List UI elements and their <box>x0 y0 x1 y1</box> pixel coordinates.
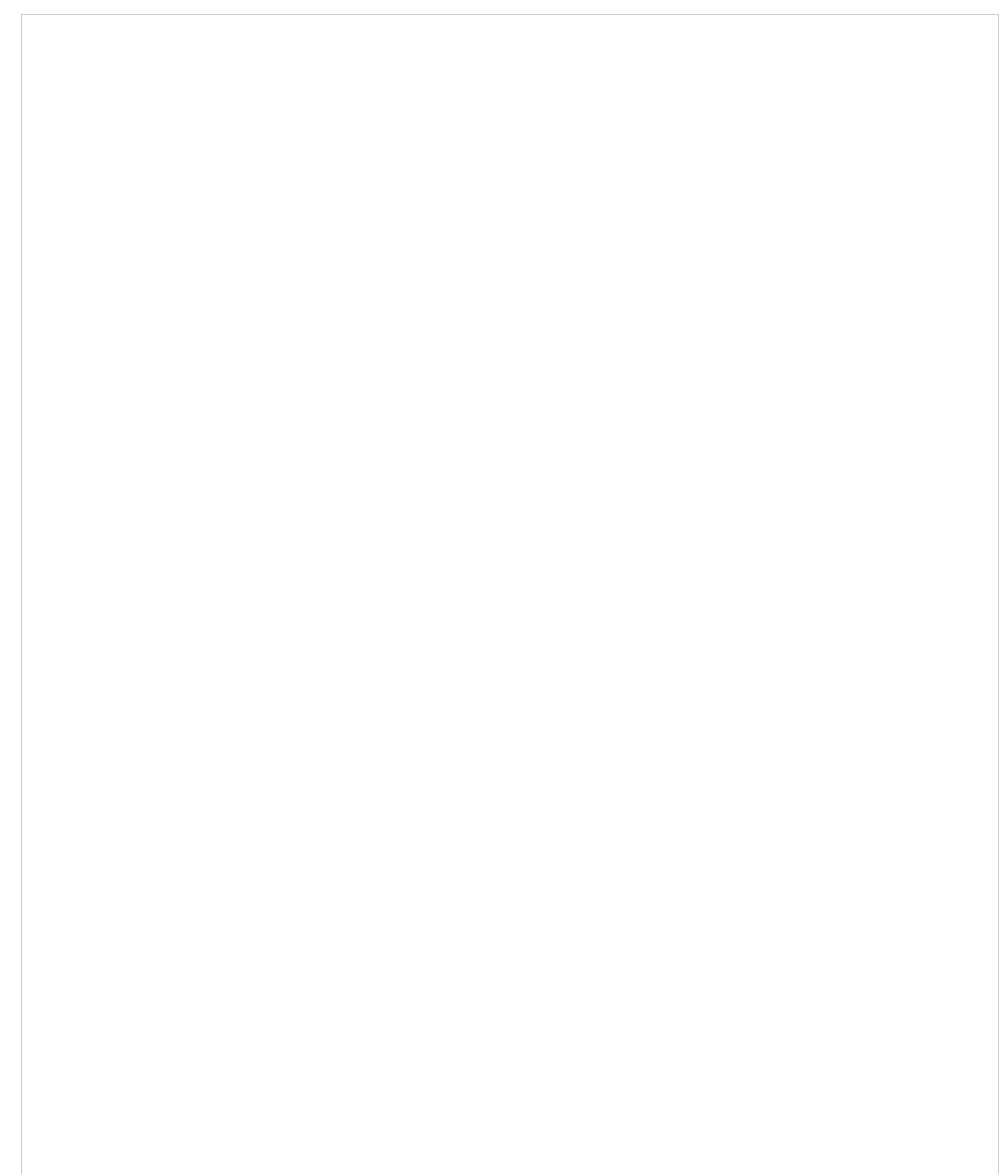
forecast-table <box>21 14 999 1174</box>
